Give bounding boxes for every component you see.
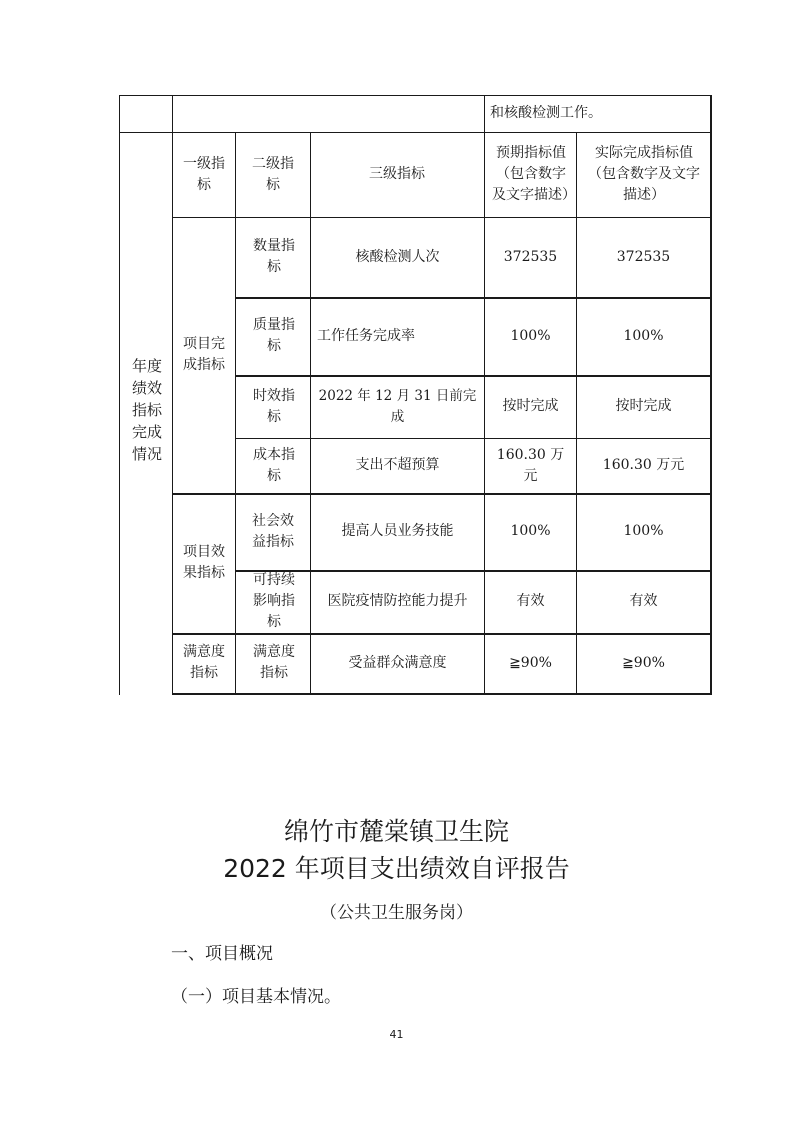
row-expected: 100% [510, 327, 551, 344]
row-level3: 工作任务完成率 [317, 327, 415, 344]
row-level3: 受益群众满意度 [348, 654, 447, 671]
row-actual: 372535 [616, 248, 671, 265]
row-level2: 质量指标 [253, 317, 295, 354]
header-actual: 实际完成指标值（包含数字及文字描述） [588, 145, 700, 203]
row-level3: 支出不超预算 [355, 457, 440, 473]
header-level1: 一级指标 [183, 155, 225, 193]
group-label: 项目完成指标 [183, 336, 225, 373]
row-expected: ≧90% [509, 654, 552, 671]
row-level3: 2022 年 12 月 31 日前完成 [318, 387, 477, 425]
row-expected: 160.30 万元 [496, 446, 565, 484]
row-level2: 时效指标 [253, 387, 295, 425]
page-number: 41 [389, 1028, 404, 1041]
rule-col-0 [119, 95, 120, 695]
row-level2: 数量指标 [253, 238, 295, 275]
row-expected: 100% [510, 523, 551, 539]
row-actual: ≧90% [622, 654, 665, 671]
group-label: 项目效果指标 [183, 544, 225, 581]
rule-bottom [172, 693, 712, 695]
rule-col-1 [172, 95, 173, 695]
row-level2: 社会效益指标 [252, 512, 294, 550]
row-level2: 成本指标 [253, 446, 295, 484]
report-subtitle: （公共卫生服务岗） [320, 903, 473, 923]
section-heading: 一、项目概况 [171, 944, 273, 964]
performance-table [119, 95, 712, 695]
row-actual: 按时完成 [615, 398, 672, 414]
row-expected: 有效 [516, 593, 545, 609]
report-title-line2: 2022 年项目支出绩效自评报告 [223, 854, 570, 883]
header-level3: 三级指标 [369, 166, 425, 182]
row-expected: 按时完成 [502, 398, 559, 414]
rule-col-2 [235, 132, 236, 695]
row-level3: 核酸检测人次 [355, 248, 440, 265]
rule-col-6 [710, 95, 712, 695]
group-label: 满意度指标 [183, 644, 225, 681]
subsection-heading: （一）项目基本情况。 [171, 987, 341, 1007]
header-level2: 二级指标 [252, 155, 294, 193]
continuation-text: 和核酸检测工作。 [490, 105, 602, 121]
row-level2: 可持续影响指标 [253, 572, 295, 630]
row-actual: 有效 [629, 593, 658, 609]
section-label: 年度绩效指标完成情况 [131, 357, 162, 463]
row-expected: 372535 [503, 248, 558, 265]
row-level3: 提高人员业务技能 [341, 523, 454, 539]
row-actual: 160.30 万元 [602, 457, 685, 473]
row-level2: 满意度指标 [253, 644, 295, 681]
row-actual: 100% [623, 523, 664, 539]
row-actual: 100% [623, 327, 664, 344]
report-title-line1: 绵竹市麓棠镇卫生院 [283, 817, 509, 846]
row-level3: 医院疫情防控能力提升 [327, 593, 468, 609]
header-expected: 预期指标值（包含数字及文字描述） [492, 145, 576, 203]
